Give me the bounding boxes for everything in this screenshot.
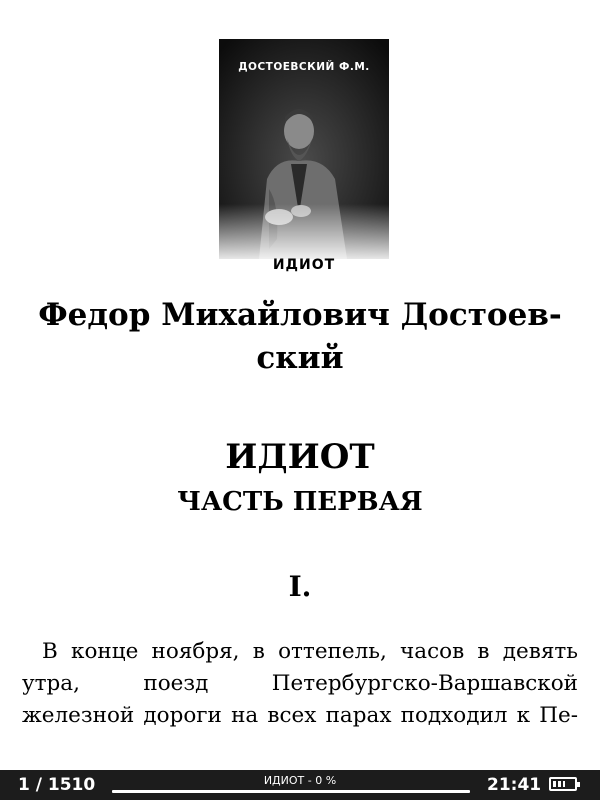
cover-portrait — [219, 39, 389, 259]
battery-icon — [549, 777, 577, 791]
part-title: ЧАСТЬ ПЕРВАЯ — [177, 487, 423, 517]
reading-progress-bar[interactable] — [112, 790, 470, 793]
battery-level — [553, 781, 565, 787]
book-title: ИДИОТ — [225, 437, 375, 477]
book-author: Федор Михайлович Достоев-ский — [38, 297, 562, 376]
cover-title-label: ИДИОТ — [272, 257, 336, 273]
status-bar — [0, 770, 600, 800]
body-paragraph: В конце ноября, в оттепель, часов в девять утра, поезд Петербургско-Варшавской железной дороги на всех парах подходил к Пе- — [22, 639, 578, 728]
cover-author-label: ДОСТОЕВСКИЙ Ф.М. — [238, 61, 370, 73]
book-cover — [219, 39, 389, 274]
progress-label: ИДИОТ - 0 % — [263, 774, 337, 787]
page-counter[interactable]: 1 / 1510 — [18, 775, 96, 795]
clock: 21:41 — [487, 775, 542, 795]
chapter-heading: I. — [288, 570, 312, 603]
